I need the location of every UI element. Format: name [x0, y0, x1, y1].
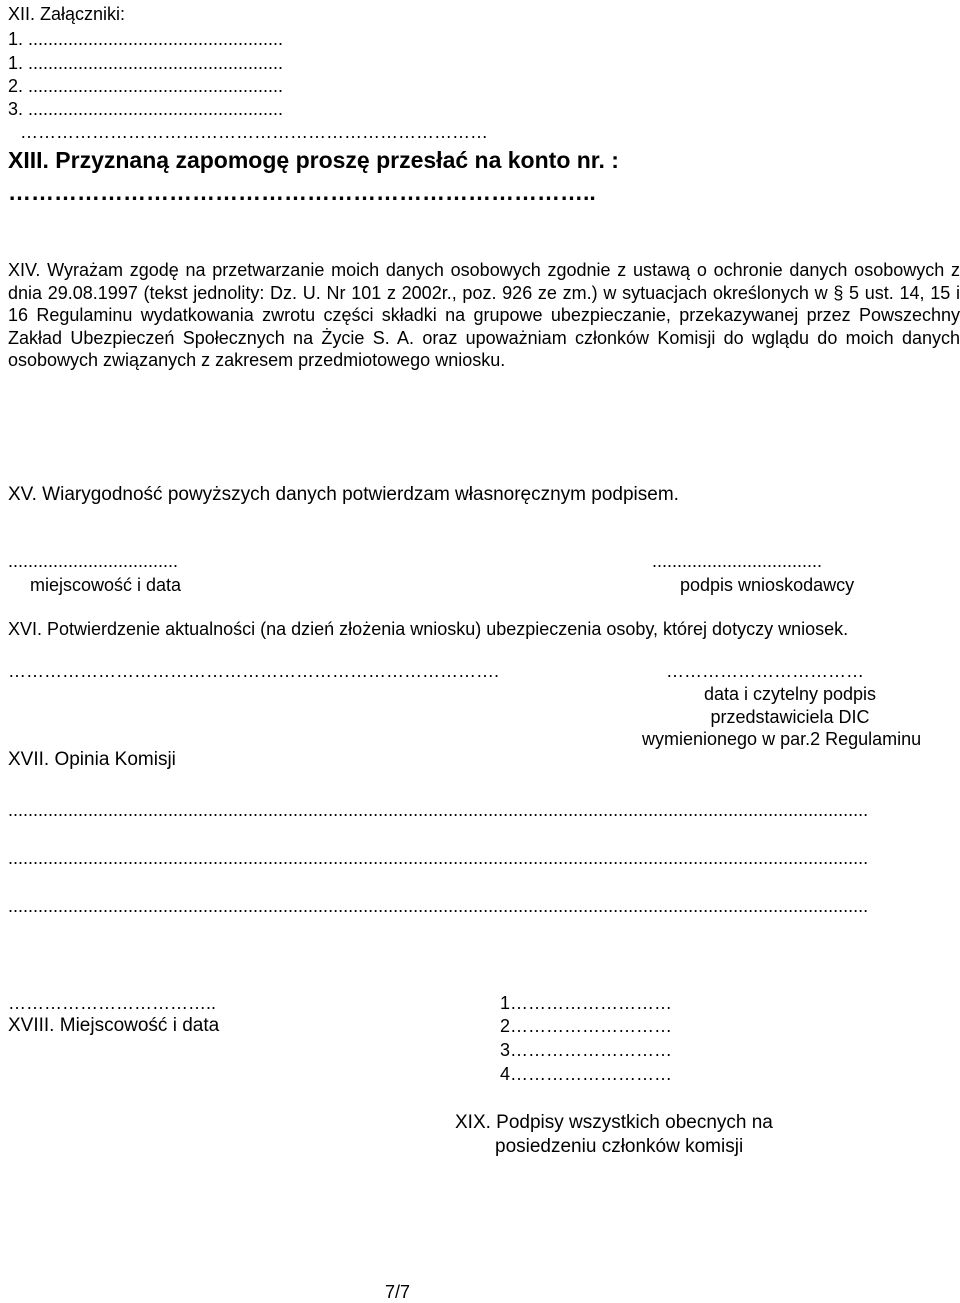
attachment-line-2: 1. ................................................... [8, 53, 284, 73]
bank-account-dots: ………………………………………………………………….. [8, 179, 596, 205]
consent-paragraph: XIV. Wyrażam zgodę na przetwarzanie moich danych osobowych zgodnie z ustawą o ochronie danych osobowych z dnia 29.08.1997 (tekst jednolity: Dz. U. Nr 101 z 2002r., poz. 926 ze zm.) w sytuacjach określonych w § 5 ust. 14, 15 i 16 Regulaminu wydatkowania zwrotu części składki na grupowe ubezpieczanie, przekazywanej przez Powszechny Zakład Ubezpieczeń Społecznych na Życie S. A. oraz upoważniam członków Komisji do wglądu do moich danych osobowych związanych z zakresem przedmiotowego wniosku. [8, 260, 960, 370]
authenticity-statement: XV. Wiarygodność powyższych danych potwierdzam własnoręcznym podpisem. [8, 484, 679, 505]
attachment-line-4: 3. ................................................... [8, 99, 284, 119]
opinion-line-2: ............................................................................................................................................................................ [8, 848, 869, 868]
dic-signature-label-line-1: data i czytelny podpis [703, 684, 877, 704]
commission-signatures-label-line-1: XIX. Podpisy wszystkich obecnych na [455, 1112, 773, 1133]
commission-place-date-dots: …………………………….. [8, 993, 217, 1013]
commission-signatures-label-line-2: posiedzeniu członków komisji [495, 1136, 744, 1157]
page-number: 7/7 [385, 1282, 411, 1302]
commission-signature-line-2: 2……………………… [500, 1016, 673, 1036]
place-date-dots: .................................. [8, 551, 179, 571]
commission-signature-line-3: 3……………………… [500, 1040, 673, 1060]
confirmation-left-dots: ………………………………………………………………………. [8, 661, 500, 681]
attachment-line-3: 2. ................................................... [8, 76, 284, 96]
confirmation-right-dots: …………………………… [666, 661, 864, 681]
commission-signature-line-1: 1……………………… [500, 993, 673, 1013]
insurance-confirmation-statement: XVI. Potwierdzenie aktualności (na dzień złożenia wniosku) ubezpieczenia osoby, której dotyczy wniosek. [8, 619, 849, 639]
attachments-trailing-dots: …………………………………………………………………… [20, 122, 488, 142]
signature-dots: .................................. [652, 551, 823, 571]
signature-label: podpis wnioskodawcy [680, 575, 855, 595]
dic-signature-label-line-2: przedstawiciela DIC [710, 707, 870, 727]
commission-place-date-label: XVIII. Miejscowość i data [8, 1015, 220, 1036]
opinion-line-1: ............................................................................................................................................................................ [8, 800, 869, 820]
commission-opinion-heading: XVII. Opinia Komisji [8, 749, 176, 770]
attachment-line-1: 1. ................................................... [8, 29, 284, 49]
bank-account-heading: XIII. Przyznaną zapomogę proszę przesłać na konto nr. : [8, 147, 619, 173]
commission-signature-line-4: 4……………………… [500, 1064, 673, 1084]
dic-signature-label-line-3: wymienionego w par.2 Regulaminu [642, 729, 922, 749]
attachments-heading: XII. Załączniki: [8, 4, 126, 24]
place-date-label: miejscowość i data [30, 575, 182, 595]
opinion-line-3: ............................................................................................................................................................................ [8, 896, 869, 916]
